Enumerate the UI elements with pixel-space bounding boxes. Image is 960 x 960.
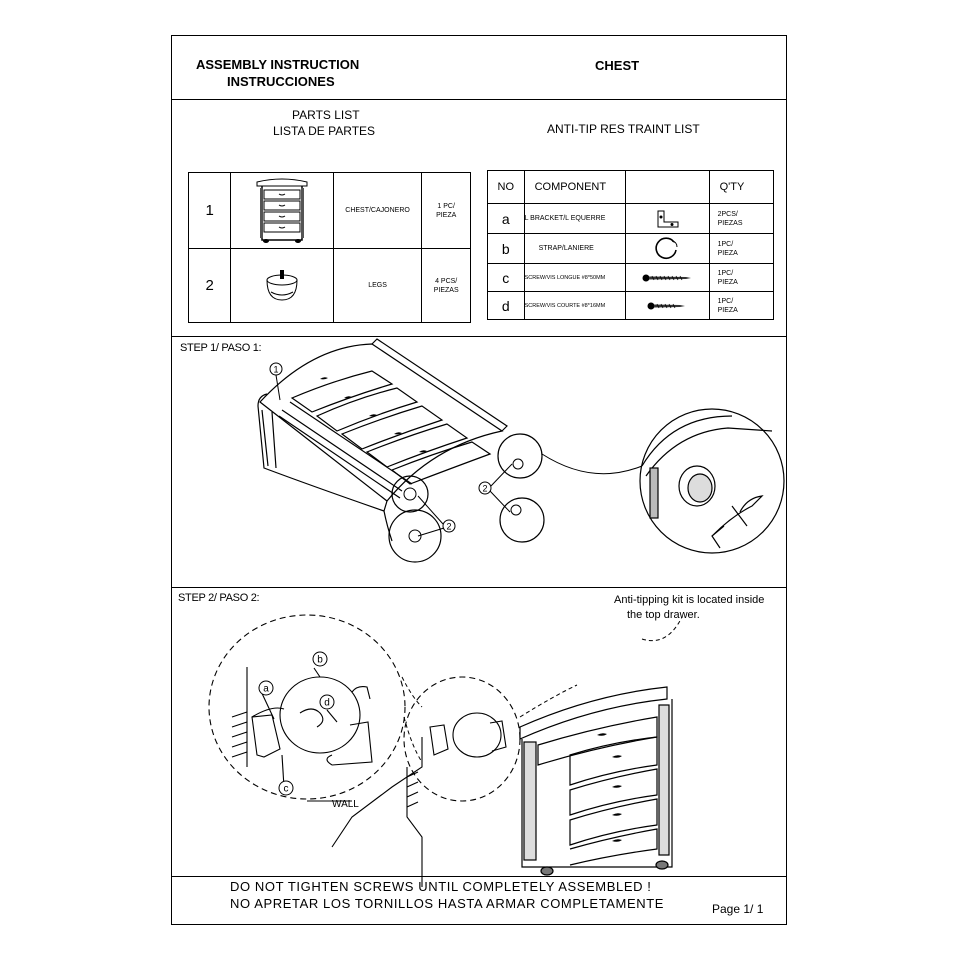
component-name: SCREW/VIS LONGUE #8*50MM [524, 264, 626, 292]
qty-line: 1PC/ [717, 297, 734, 305]
table-row [488, 234, 774, 264]
col-qty: Q'TY [709, 171, 773, 204]
qty-line: 2PCS/ [717, 210, 738, 218]
callout-d: d [324, 697, 330, 709]
long-screw-icon [642, 273, 692, 283]
qty-line: PIEZA [717, 306, 738, 314]
table-row [189, 173, 471, 249]
component-qty [709, 234, 773, 264]
anti-tip-heading: ANTI-TIP RES TRAINT LIST [547, 122, 700, 136]
component-qty [709, 204, 773, 234]
part-name: CHEST/CAJONERO [333, 173, 422, 249]
qty-line: PIEZAS [433, 286, 459, 294]
kit-note: Anti-tipping kit is located inside [614, 594, 765, 606]
part-image [231, 249, 333, 323]
header-divider [172, 99, 786, 100]
strap-icon [652, 236, 682, 262]
component-letter: d [488, 292, 525, 320]
component-name: STRAP/LANIERE [524, 234, 626, 264]
chest-icon [252, 178, 312, 244]
part-number: 1 [189, 173, 231, 249]
qty-line: 1PC/ [717, 240, 734, 248]
component-name: L BRACKET/L EQUERRE [524, 204, 626, 234]
parts-table [188, 172, 471, 323]
step2-illustration [172, 587, 788, 877]
page-number: Page 1/ 1 [712, 902, 764, 916]
part-qty [422, 249, 471, 323]
warning-spanish: NO APRETAR LOS TORNILLOS HASTA ARMAR COMPLETAMENTE [230, 896, 665, 911]
short-screw-icon [647, 301, 687, 311]
l-bracket-icon [652, 208, 682, 230]
step1-label: STEP 1/ PASO 1: [180, 342, 262, 354]
qty-line: 1 PC/ [437, 202, 455, 210]
wall-label: WALL [332, 799, 359, 810]
product-name: CHEST [595, 58, 640, 73]
col-no: NO [488, 171, 525, 204]
component-image [626, 204, 709, 234]
title-line-2: INSTRUCCIONES [227, 74, 335, 89]
table-header-row [488, 171, 774, 204]
component-image [626, 292, 709, 320]
callout-c: c [283, 783, 289, 795]
document-title [196, 57, 359, 72]
parts-list-heading-es: LISTA DE PARTES [273, 124, 376, 138]
qty-line: 1PC/ [717, 269, 734, 277]
document-subtitle [227, 74, 335, 89]
table-row [488, 292, 774, 320]
warning-english: DO NOT TIGHTEN SCREWS UNTIL COMPLETELY ASSEMBLED ! [230, 879, 652, 894]
parts-list-heading: PARTS LIST [292, 108, 360, 122]
kit-note-line2: the top drawer. [627, 609, 700, 621]
title-line-1: ASSEMBLY INSTRUCTION [196, 57, 360, 72]
component-qty [709, 292, 773, 320]
callout-b: b [317, 654, 323, 666]
component-image [626, 234, 709, 264]
callout-leg: 2 [446, 521, 452, 532]
leg-icon [262, 268, 302, 304]
callout-leg: 2 [482, 483, 488, 494]
qty-line: PIEZA [717, 278, 738, 286]
table-row [189, 249, 471, 323]
qty-line: PIEZAS [717, 219, 743, 227]
footer-divider [172, 876, 786, 877]
qty-line: PIEZA [717, 249, 738, 257]
table-row [488, 264, 774, 292]
table-row [488, 204, 774, 234]
step2-label: STEP 2/ PASO 2: [178, 592, 260, 604]
part-number: 2 [189, 249, 231, 323]
component-image [626, 264, 709, 292]
component-letter: a [488, 204, 525, 234]
col-icon [626, 171, 709, 204]
component-qty [709, 264, 773, 292]
part-image [231, 173, 333, 249]
qty-line: PIEZA [436, 211, 457, 219]
callout-a: a [263, 683, 269, 695]
callout-chest: 1 [273, 364, 279, 375]
component-name: SCREW/VIS COURTE #8*16MM [524, 292, 626, 320]
component-letter: c [488, 264, 525, 292]
part-name: LEGS [333, 249, 422, 323]
anti-tip-table [487, 170, 774, 320]
component-letter: b [488, 234, 525, 264]
instruction-sheet [171, 35, 787, 925]
part-qty [422, 173, 471, 249]
qty-line: 4 PCS/ [435, 277, 458, 285]
step1-illustration [172, 336, 788, 586]
col-component: COMPONENT [524, 171, 626, 204]
